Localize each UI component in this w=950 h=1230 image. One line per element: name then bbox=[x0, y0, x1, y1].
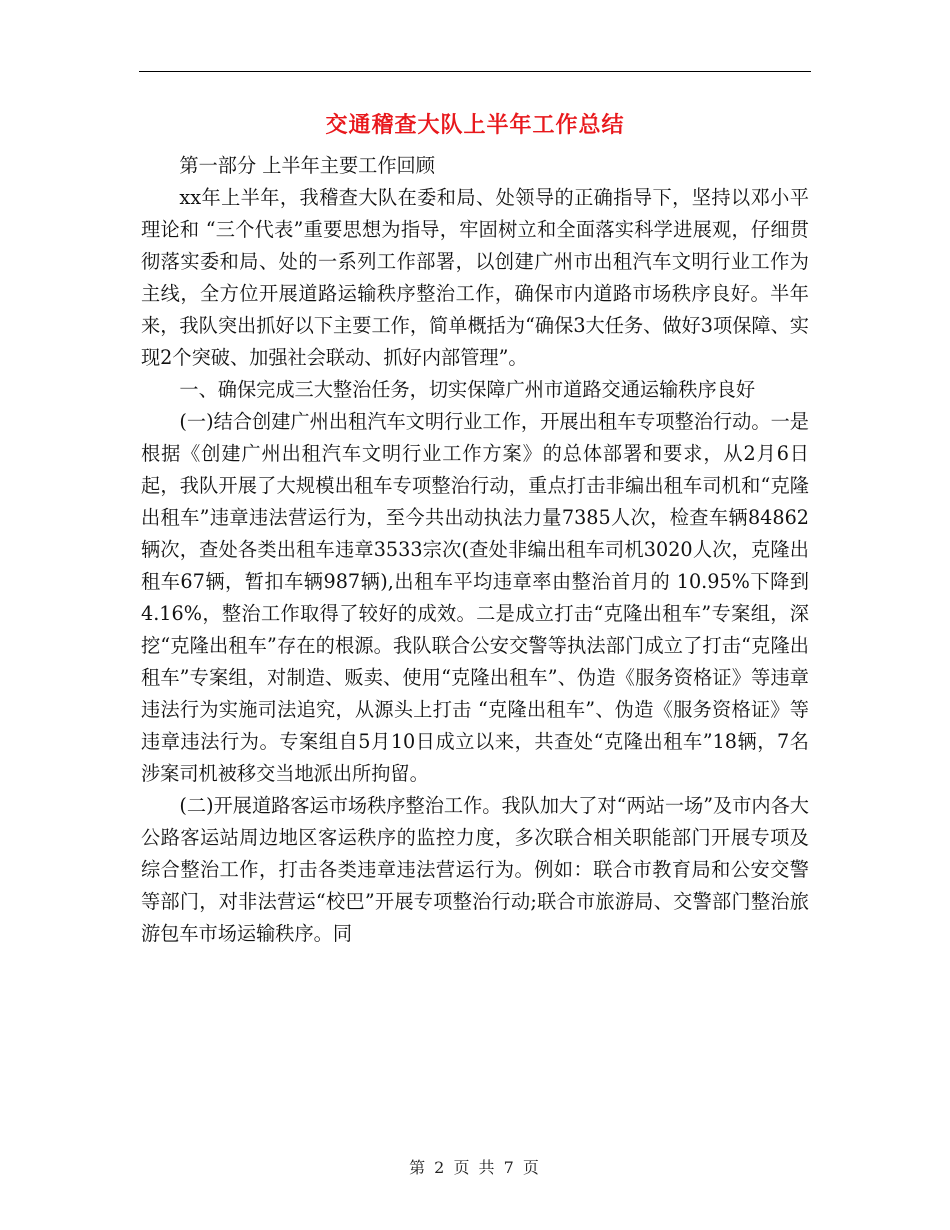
document-body bbox=[141, 150, 809, 950]
body-paragraph: (一)结合创建广州出租汽车文明行业工作，开展出租车专项整治行动。一是根据《创建广州出租汽车文明行业工作方案》的总体部署和要求，从2月6日起，我队开展了大规模出租车专项整治行动，重点打击非编出租车司机和“克隆出租车”违章违法营运行为，至今共出动执法力量7385人次，检查车辆84862辆次，查处各类出租车违章3533宗次(查处非编出租车司机3020人次，克隆出租车67辆，暂扣车辆987辆),出租车平均违章率由整治首月的 10.95%下降到4.16%，整治工作取得了较好的成效。二是成立打击“克隆出租车”专案组，深挖“克隆出租车”存在的根源。我队联合公安交警等执法部门成立了打击“克隆出租车”专案组，对制造、贩卖、使用“克隆出租车”、伪造《服务资格证》等违章违法行为实施司法追究，从源头上打击 “克隆出租车”、伪造《服务资格证》等违章违法行为。专案组自5月10日成立以来，共查处“克隆出租车”18辆，7名涉案司机被移交当地派出所拘留。 bbox=[141, 410, 809, 785]
page-number: 第 2 页 共 7 页 bbox=[409, 1158, 541, 1177]
body-paragraph: (二)开展道路客运市场秩序整治工作。我队加大了对“两站一场”及市内各大公路客运站周边地区客运秩序的监控力度，多次联合相关职能部门开展专项及综合整治工作，打击各类违章违法营运行为。例如：联合市教育局和公安交警等部门，对非法营运“校巴”开展专项整治行动;联合市旅游局、交警部门整治旅游包车市场运输秩序。同 bbox=[141, 794, 809, 945]
section-heading: 第一部分 上半年主要工作回顾 bbox=[179, 154, 435, 177]
body-paragraph: xx年上半年，我稽查大队在委和局、处领导的正确指导下，坚持以邓小平理论和 “三个代表”重要思想为指导，牢固树立和全面落实科学进展观，仔细贯彻落实委和局、处的一系列工作部署，以创建广州市出租汽车文明行业工作为主线，全方位开展道路运输秩序整治工作，确保市内道路市场秩序良好。半年来，我队突出抓好以下主要工作，简单概括为“确保3大任务、做好3项保障、实现2个突破、加强社会联动、抓好内部管理”。 bbox=[141, 186, 809, 369]
document-title: 交通稽查大队上半年工作总结 bbox=[325, 112, 625, 138]
header-rule bbox=[139, 71, 811, 72]
subsection-heading: 一、确保完成三大整治任务，切实保障广州市道路交通运输秩序良好 bbox=[179, 378, 756, 401]
